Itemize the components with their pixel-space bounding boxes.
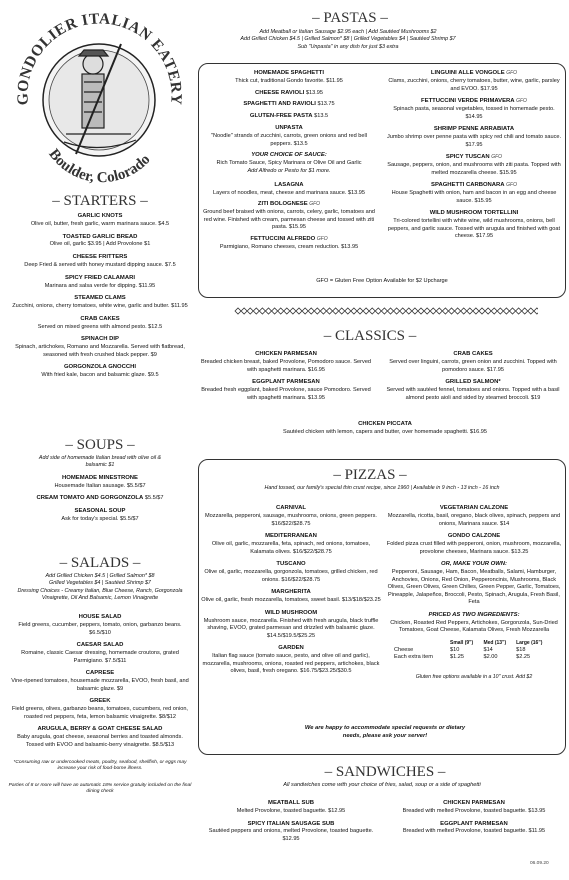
item-name: STEAMED CLAMS	[74, 295, 126, 302]
item-name: GLUTEN-FREE PASTA	[249, 113, 313, 120]
menu-item	[8, 495, 192, 503]
classics-title: – CLASSICS –	[323, 328, 417, 344]
item-name: LASAGNA	[274, 181, 304, 188]
table-cell: Cheese	[394, 646, 414, 653]
item-desc: Zucchini, onions, cherry tomatoes, white wine, garlic and butter. $11.95	[12, 303, 188, 310]
item-desc: Sausage, peppers, onion, and mushrooms with ziti pasta. Topped with melted mozzarella cheese. $15.95	[387, 162, 561, 176]
sauce-desc: Rich Tomato Sauce, Spicy Marinara or Olive Oil and Garlic	[216, 160, 362, 167]
item-desc: Tri-colored tortellini with white wine, wild mushrooms, onions, bell peppers, and garlic sauce. Tossed with arugula and finished with goat cheese. $17.95	[387, 218, 561, 240]
menu-item	[8, 295, 192, 311]
divider-diamond	[290, 308, 296, 314]
item-name: CREAM TOMATO AND GORGONZOLA	[36, 495, 144, 502]
own-title: OR, MAKE YOUR OWN:	[441, 561, 507, 568]
menu-item	[200, 533, 382, 556]
item-name: CARNIVAL	[276, 505, 306, 511]
menu-item	[384, 533, 564, 556]
item-name: CHICKEN PICCATA	[358, 421, 412, 427]
table-header: Large (16")	[516, 639, 543, 646]
item-desc: Layers of noodles, meat, cheese and marinara sauce. $13.95	[212, 189, 366, 196]
menu-item	[200, 201, 378, 232]
menu-item	[200, 589, 382, 605]
item-desc: Olive oil, butter, fresh garlic, warm marinara sauce. $4.5	[30, 220, 170, 227]
menu-item	[384, 505, 564, 528]
divider-diamond	[534, 308, 538, 314]
own-desc: Pepperoni, Sausage, Ham, Bacon, Meatballs, Salami, Hamburger, Anchovies, Onions, Red Onion, Pepperoncinis, Mushrooms, Black Olives, Green Olives, Green Chilies, Green Pepper, Garlic, Tomatoes, Pineapple, Jalapeños, Broccoli, Pesto, Spinach, Arugula, Fresh Basil, Feta	[387, 569, 561, 606]
salads-list	[8, 573, 192, 796]
starters-title: – STARTERS –	[52, 193, 148, 209]
divider-diamond	[473, 308, 479, 314]
item-name: CAPRESE	[85, 670, 115, 677]
item-name: FETTUCCINI ALFREDO	[250, 235, 316, 242]
divider-diamond	[302, 308, 308, 314]
pizzas-left-column	[200, 505, 382, 681]
menu-item	[8, 698, 192, 721]
divider-diamond	[400, 308, 406, 314]
item-desc: $5.5/$7	[144, 495, 164, 502]
table-cell: $2.25	[516, 654, 531, 661]
item-desc: Deep Fried & served with honey mustard dipping sauce. $7.5	[24, 262, 176, 268]
soups-title: – SOUPS –	[65, 437, 135, 453]
two-title: PRICED AS TWO INGREDIENTS:	[428, 611, 520, 618]
menu-item	[378, 379, 568, 402]
item-desc: House Spaghetti with onion, ham and bacon in an egg and cheese sauce. $15.95	[391, 190, 557, 204]
menu-item	[200, 182, 378, 198]
classics-right-column	[378, 351, 568, 407]
menu-item	[8, 234, 192, 250]
item-desc: Breaded with melted Provolone, toasted baguette. $11.95	[402, 828, 546, 835]
item-desc: $13.95	[305, 89, 323, 96]
divider-diamond	[327, 308, 333, 314]
item-desc: Olive oil, garlic, mozzarella, gorgonzola, tomatoes, grilled chicken, red onions. $16/$22/$28.75	[204, 569, 378, 583]
item-name: UNPASTA	[275, 125, 303, 132]
divider-diamond	[363, 308, 369, 314]
item-name: GORGONZOLA GNOCCHI	[63, 364, 137, 371]
table-cell: $1.25	[450, 654, 464, 661]
item-desc: Housemade Italian sausage. $5.5/$7	[54, 482, 146, 489]
item-desc: Thick cut, traditional Gondo favorite. $11.95	[235, 77, 343, 84]
divider-diamond	[497, 308, 503, 314]
item-name: CRAB CAKES	[80, 315, 120, 322]
divider-diamond	[369, 308, 375, 314]
starters-list	[8, 213, 192, 385]
soups-list	[8, 455, 192, 529]
item-desc: Served on mixed greens with almond pesto. $12.5	[37, 323, 163, 330]
item-name: CHEESE RAVIOLI	[255, 89, 305, 96]
divider-diamond	[522, 308, 528, 314]
item-name: WILD MUSHROOM TORTELLINI	[429, 210, 519, 217]
item-name: TOASTED GARLIC BREAD	[62, 233, 138, 240]
gfo-note: GFO = Gluten Free Option Available for $2 Upcharge	[316, 278, 448, 284]
divider-diamond	[259, 308, 265, 314]
menu-item	[384, 210, 564, 241]
divider-diamond	[247, 308, 253, 314]
menu-item	[200, 645, 382, 676]
item-name: FETTUCCINI VERDE PRIMAVERA	[421, 98, 515, 105]
item-name: SPICY TUSCAN	[445, 154, 490, 161]
gratuity-note: Parties of 8 or more will have an automatic 18% service gratuity included on the final dining check	[8, 782, 192, 795]
menu-item	[8, 364, 192, 380]
item-desc: Mozzarella, ricotta, basil, oregano, black olives, spinach, peppers and onions, Marinara sauce. $14	[387, 512, 561, 527]
salads-note: Add Grilled Chicken $4.5 | Grilled Salmon* $8	[45, 573, 155, 579]
divider-diamond	[503, 308, 509, 314]
logo-emblem	[6, 4, 192, 190]
item-name: SPAGHETTI CARBONARA	[431, 182, 505, 189]
item-desc: Marinara and salsa verde for dipping. $11.95	[44, 282, 156, 289]
divider-diamond	[278, 308, 284, 314]
table-row	[394, 640, 554, 647]
gfo-tag: GFO	[506, 70, 518, 76]
item-name: GARDEN	[278, 645, 304, 652]
pizzas-title: – PIZZAS –	[300, 465, 440, 485]
divider-diamond	[388, 308, 394, 314]
item-desc: Clams, zucchini, onions, cherry tomatoes, butter, wine, garlic, parsley and EVOO. $17.95	[388, 77, 560, 92]
divider-diamond	[479, 308, 485, 314]
item-name: SEASONAL SOUP	[74, 508, 126, 515]
divider-diamond	[333, 308, 339, 314]
logo-ring-top: GONDOLIER ITALIAN EATERY	[14, 10, 185, 106]
item-desc: Mushroom sauce, mozzarella. Finished with fresh arugula, black truffle shaving, EVOO, grated parmesan and drizzled with balsamic glaze. $14.5/$19.5/$25.25	[203, 617, 379, 639]
item-name: GREEK	[89, 698, 111, 705]
item-desc: Served over linguini, carrots, green onion and zucchini. Topped with pomodoro sauce. $17.95	[389, 358, 557, 373]
menu-item	[8, 213, 192, 229]
divider-diamond	[357, 308, 363, 314]
table-header: Small (9")	[450, 639, 474, 646]
item-desc: Breaded with melted Provolone, toasted baguette. $13.95	[402, 807, 546, 814]
gluten-free-note: Gluten free options available in a 10" crust. Add $2	[415, 673, 533, 680]
item-name: HOUSE SALAD	[78, 614, 122, 621]
item-desc: "Noodle" strands of zucchini, carrots, green onions and red bell peppers. $13.5	[210, 133, 368, 147]
classics-left-column	[196, 351, 376, 407]
salads-dressings: Dressing Choices - Creamy Italian, Blue Cheese, Ranch, Gorgonzola Vinaigrette, Oil And Balsamic, Lemon Vinaigrette	[17, 587, 183, 601]
menu-item	[196, 351, 376, 374]
menu-item	[384, 154, 564, 177]
item-name: EGGPLANT PARMESAN	[440, 820, 508, 827]
item-desc: Breaded fresh eggplant, baked Provolone, sauce Pomodoro. Served with spaghetti marinara. $13.95	[201, 387, 371, 401]
divider-diamond	[235, 308, 241, 314]
diamond-divider	[232, 307, 538, 315]
divider-diamond	[381, 308, 387, 314]
table-row	[394, 654, 554, 662]
item-desc: Sautéed peppers and onions, melted Provolone, toasted baguette. $12.95	[208, 828, 374, 843]
divider-diamond	[308, 308, 314, 314]
pastas-note: Add Grilled Chicken $4.5 | Grilled Salmon* $8 | Grilled Vegetables $4 | Sautéed Shrimp $7	[240, 36, 456, 43]
accommodate-note: We are happy to accommodate special requests or dietary needs, please ask your server!	[304, 725, 466, 739]
menu-item	[200, 610, 382, 641]
gfo-tag: GFO	[316, 235, 328, 242]
item-desc: Jumbo shrimp over penne pasta with spicy red chili and tomato sauce. $17.95	[386, 134, 562, 148]
pastas-right-column	[384, 70, 564, 246]
menu-item	[200, 70, 378, 86]
pastas-note: Add Meatball or Italian Sausage $2.95 each | Add Sautéed Mushrooms $2	[259, 29, 437, 35]
item-desc: Sautéed chicken with lemon, capers and butter, over homemade spaghetti. $16.95	[283, 428, 487, 435]
item-name: GRILLED SALMON*	[445, 379, 501, 386]
item-name: MEATBALL SUB	[268, 800, 314, 806]
pizzas-intro: Hand tossed, our family's special thin crust recipe, since 1960 | Available in 9 inch - 13 inch - 16 inch	[264, 485, 500, 491]
divider-diamond	[455, 308, 461, 314]
menu-item	[384, 800, 564, 816]
menu-item	[8, 254, 192, 270]
two-desc: Chicken, Roasted Red Peppers, Artichokes, Gorgonzola, Sun-Dried Tomatoes, Goat Cheese, Kalamata Olives, Fresh Mozzarella	[390, 619, 558, 634]
divider-pattern	[232, 307, 538, 315]
item-name: SPAGHETTI AND RAVIOLI	[243, 101, 316, 108]
gfo-tag: GFO	[491, 154, 503, 161]
divider-diamond	[314, 308, 320, 314]
item-desc: Romaine, classic Caesar dressing, homemade croutons, grated Parmigiano. $7.5/$11	[21, 650, 179, 664]
sauce-title: YOUR CHOICE OF SAUCE:	[251, 152, 327, 159]
menu-item	[8, 670, 192, 693]
item-name: MARGHERITA	[271, 589, 311, 596]
item-desc: Field greens, olives, garbanzo beans, tomatoes, cucumbers, red onion, roasted red peppers, feta, lemon balsamic vinaigrette. $8/$12	[12, 706, 188, 720]
divider-diamond	[375, 308, 381, 314]
pastas-title: – PASTAS –	[312, 10, 388, 26]
salads-note: Grilled Vegetables $4 | Sautéed Shrimp $7	[49, 580, 151, 587]
make-your-own	[384, 561, 564, 607]
item-desc: Breaded chicken breast, baked Provolone, Pomodoro sauce. Served with spaghetti marinara. $16.95	[200, 358, 372, 373]
divider-diamond	[284, 308, 290, 314]
soups-note: Add side of homemade Italian bread with olive oil & balsamic $1	[38, 455, 162, 469]
divider-diamond	[253, 308, 259, 314]
item-name: HOMEMADE MINESTRONE	[62, 474, 138, 481]
item-desc: Melted Provolone, toasted baguette. $12.95	[236, 807, 346, 814]
table-cell: $2.00	[483, 654, 498, 661]
menu-item	[8, 475, 192, 491]
sauce-choice	[200, 152, 378, 175]
item-name: HOMEMADE SPAGHETTI	[254, 70, 324, 76]
divider-diamond	[296, 308, 302, 314]
logo	[6, 4, 192, 190]
divider-diamond	[430, 308, 436, 314]
menu-item	[200, 821, 382, 844]
item-desc: Olive oil, garlic, fresh mozzarella, tomatoes, sweet basil. $13/$18/$23.25	[201, 597, 381, 604]
item-desc: Baby arugula, goat cheese, seasonal berries and toasted almonds. Tossed with EVOO and balsamic-berry vinaigrette. $8.5/$13	[17, 734, 183, 748]
two-ingredient	[384, 612, 564, 635]
item-name: GARLIC KNOTS	[77, 213, 123, 219]
item-desc: Ask for today's special. $5.5/$7	[61, 516, 139, 523]
item-name: CHICKEN PARMESAN	[255, 351, 317, 357]
menu-item	[384, 70, 564, 93]
menu-item	[200, 236, 378, 252]
divider-diamond	[449, 308, 455, 314]
item-desc: Spinach, artichokes, Romano and Mozzarella. Served with flatbread, seasoned with fresh crushed black pepper. $9	[15, 344, 185, 358]
item-name: VEGETARIAN CALZONE	[439, 505, 509, 511]
menu-item	[378, 351, 568, 374]
date-code: 06.09.20	[530, 861, 549, 866]
table-cell: $10	[450, 646, 460, 653]
item-name: TUSCANO	[276, 561, 306, 568]
item-name: SHRIMP PENNE ARRABIATA	[433, 126, 515, 133]
divider-diamond	[424, 308, 430, 314]
sandwiches-right-column	[384, 800, 564, 841]
gfo-tag: GFO	[309, 201, 321, 208]
menu-item	[384, 126, 564, 149]
table-header: Med (13")	[483, 639, 507, 646]
divider-diamond	[406, 308, 412, 314]
divider-diamond	[345, 308, 351, 314]
menu-item	[220, 421, 550, 437]
divider-diamond	[516, 308, 522, 314]
sauce-note: Add Alfredo or Pesto for $1 more.	[247, 168, 331, 174]
item-name: CHICKEN PARMESAN	[443, 800, 505, 806]
table-header	[394, 640, 450, 647]
item-name: LINGUINI ALLE VONGOLE	[430, 70, 505, 76]
item-desc: With fried kale, bacon and balsamic glaze. $9.5	[41, 372, 159, 379]
item-desc: $13.75	[317, 101, 335, 108]
divider-diamond	[418, 308, 424, 314]
menu-item	[200, 505, 382, 528]
pastas-notes	[198, 29, 498, 51]
sandwiches-note: All sandwiches come with your choice of fries, salad, soup or a side of spaghetti	[283, 782, 481, 788]
menu-item	[200, 125, 378, 148]
item-name: MEDITERRANEAN	[265, 533, 317, 540]
pizza-price-table	[394, 640, 554, 662]
divider-diamond	[461, 308, 467, 314]
item-desc: Olive oil, garlic, mozzarella, feta, spinach, red onions, tomatoes, Kalamata olives. $16/$22/$28.75	[211, 541, 371, 555]
divider-diamond	[241, 308, 247, 314]
table-cell: Each extra item	[394, 654, 433, 661]
menu-item	[200, 800, 382, 816]
divider-diamond	[485, 308, 491, 314]
item-name: EGGPLANT PARMESAN	[252, 379, 320, 386]
menu-item	[8, 508, 192, 524]
item-desc: Mozzarella, pepperoni, sausage, mushrooms, onions, green peppers. $16/$22/$28.75	[205, 512, 377, 527]
item-name: SPICY ITALIAN SAUSAGE SUB	[247, 820, 335, 827]
item-name: CHEESE FRITTERS	[72, 254, 128, 261]
item-desc: Italian flag sauce (tomato sauce, pesto, and olive oil and garlic), mozzarella, mushrooms, onions, roasted red peppers, artichokes, black olives, basil, fresh oregano. $16.75/$23.25/$30.5	[202, 653, 380, 675]
pastas-left-column	[200, 70, 378, 255]
menu-item	[8, 726, 192, 749]
divider-diamond	[467, 308, 473, 314]
sandwiches-left-column	[200, 800, 382, 849]
item-name: CAESAR SALAD	[76, 642, 124, 649]
salads-title: – SALADS –	[59, 555, 141, 571]
menu-item	[200, 113, 378, 121]
logo-ring-bottom: Boulder, Colorado	[45, 146, 154, 187]
divider-diamond	[272, 308, 278, 314]
item-name: ZITI BOLOGNESE	[257, 201, 308, 208]
item-name: SPICY FRIED CALAMARI	[65, 274, 135, 281]
menu-item	[200, 561, 382, 584]
item-name: WILD MUSHROOM	[264, 609, 318, 616]
divider-diamond	[528, 308, 534, 314]
item-name: SPINACH DIP	[81, 336, 119, 343]
item-desc: Vine-ripened tomatoes, housemade mozzarella, EVOO, fresh basil, and balsamic glaze. $9	[11, 678, 189, 692]
menu-item	[384, 821, 564, 837]
sandwiches-title: – SANDWICHES –	[324, 764, 446, 780]
item-desc: $13.5	[314, 113, 329, 120]
divider-diamond	[436, 308, 442, 314]
item-name: GONDO CALZONE	[447, 533, 501, 540]
divider-diamond	[491, 308, 497, 314]
menu-item	[8, 316, 192, 332]
pastas-note: Sub "Unpasta" in any dish for just $3 extra	[297, 43, 399, 50]
item-desc: Olive oil, garlic $3.95 | Add Provolone $1	[49, 241, 151, 248]
divider-diamond	[394, 308, 400, 314]
table-cell: $18	[516, 646, 526, 653]
item-desc: Served with sautéed fennel, tomatoes and onions. Topped with a basil almond pesto aioli and sided by steamed broccoli. $19	[386, 387, 560, 401]
pizzas-right-column	[384, 505, 564, 681]
item-desc: Field greens, cucumber, peppers, tomato, onion, garbanzo beans. $6.5/$10	[18, 622, 182, 636]
divider-diamond	[510, 308, 516, 314]
menu-item	[384, 98, 564, 121]
item-desc: Folded pizza crust filled with pepperoni, onion, mushroom, mozzarella, provolone cheeses, Marinara sauce. $13.25	[386, 541, 562, 555]
item-desc: Ground beef braised with onions, carrots, celery, garlic, tomatoes and red wine. Finished with cream, parmesan cheese and tossed with ziti pasta. $15.95	[203, 209, 375, 231]
menu-item	[384, 182, 564, 205]
item-desc: Parmigiano, Romano cheeses, cream reduction. $13.95	[219, 243, 359, 250]
table-cell: $14	[483, 646, 493, 653]
menu-item	[8, 642, 192, 665]
menu-item	[8, 275, 192, 291]
divider-diamond	[412, 308, 418, 314]
divider-diamond	[339, 308, 345, 314]
divider-diamond	[351, 308, 357, 314]
menu-item	[196, 379, 376, 402]
menu-item	[8, 336, 192, 359]
divider-diamond	[266, 308, 272, 314]
item-name: CRAB CAKES	[453, 351, 493, 357]
menu-item	[200, 101, 378, 109]
table-row	[394, 647, 554, 655]
gfo-tag: GFO	[506, 182, 517, 189]
raw-food-warning: *Consuming raw or undercooked meats, poultry, seafood, shellfish, or eggs may increase your risk of food-borne illness.	[13, 759, 187, 772]
menu-item	[8, 614, 192, 637]
menu-item	[200, 90, 378, 98]
divider-diamond	[320, 308, 326, 314]
item-name: ARUGULA, BERRY & GOAT CHEESE SALAD	[37, 726, 163, 733]
divider-diamond	[442, 308, 448, 314]
gfo-tag: GFO	[516, 98, 527, 105]
item-desc: Spinach pasta, seasonal vegetables, tossed in homemade pesto. $14.95	[393, 106, 555, 120]
